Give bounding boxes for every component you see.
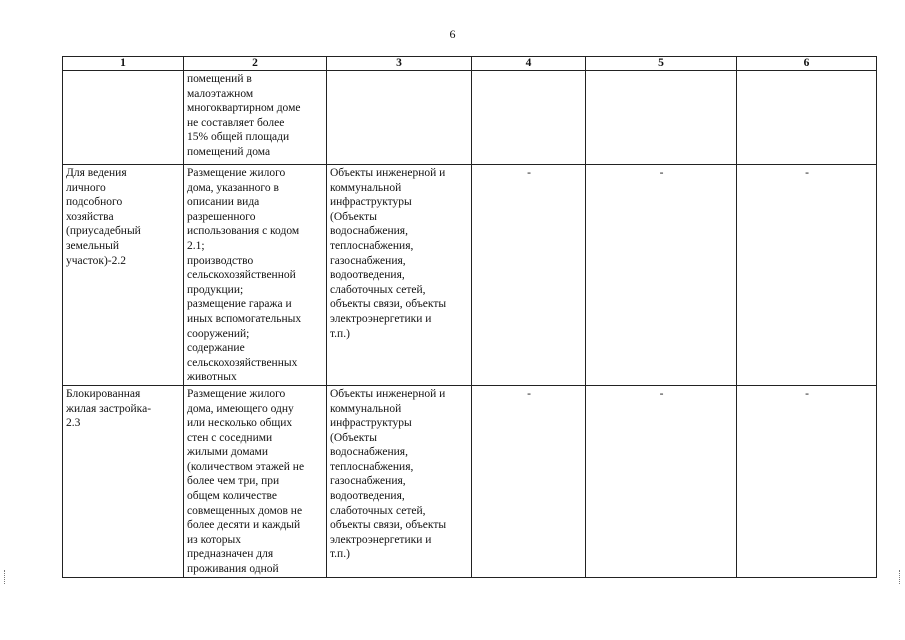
cell-text-line: (Объекты [330,431,377,444]
table-row [63,165,877,386]
header-row [63,57,877,71]
cell-text-line: более десяти и каждый [187,519,301,532]
cell-text-line: Объекты инженерной и [330,167,446,179]
column-5-cell [586,71,737,165]
cell-text-line: Размещение жилого [187,387,286,400]
cell-text-line: коммунальной [330,402,402,415]
cell-text-line: производство [187,254,254,267]
land-use-type-cell [63,71,184,165]
cell-text-line: Объекты инженерной и [330,387,446,400]
column-header-4: 4 [472,57,586,71]
cell-text-line: 2.3 [66,417,81,430]
cell-text-line: жилыми домами [187,446,268,459]
cell-text-line: не составляет более [187,116,285,129]
cell-text-line: объекты связи, объекты [330,519,447,532]
cell-text-line: личного [66,181,106,194]
permitted-use-description-cell [184,385,327,577]
column-header-1: 1 [63,57,184,71]
cell-text-line: т.п.) [330,327,350,340]
cell-text-line: стен с соседними [187,431,273,444]
cell-text-line: описании вида [187,196,260,209]
cell-text-line: предназначен для [187,548,274,561]
cell-text-line: газоснабжения, [330,475,406,488]
cell-text-line: общем количестве [187,490,277,503]
auxiliary-use-cell [327,385,472,577]
cell-text-line: инфраструктуры [330,196,412,209]
land-use-type-cell [63,165,184,386]
cell-text-line: теплоснабжения, [330,460,414,473]
cell-text-line: электроэнергетики и [330,312,432,325]
column-5-cell: - [586,385,737,577]
cell-text-line: из которых [187,533,242,546]
cell-text-line: т.п.) [330,548,350,561]
cell-text-line: более чем три, при [187,475,280,488]
cell-text-line: дома, имеющего одну [187,402,294,415]
cell-text-line: электроэнергетики и [330,533,432,546]
cell-text-line: теплоснабжения, [330,239,414,252]
auxiliary-use-cell [327,165,472,386]
cell-text-line: (Объекты [330,210,377,223]
table-row [63,71,877,165]
cell-text-line: совмещенных домов не [187,504,303,517]
cell-text-line: содержание [187,342,245,355]
cell-text-line: газоснабжения, [330,254,406,267]
cell-text-line: использования с кодом [187,225,300,238]
cell-text-line: животных [187,371,237,384]
cell-text-line: объекты связи, объекты [330,298,447,311]
permitted-use-description-cell [184,165,327,386]
column-6-cell: - [737,165,877,386]
cell-text-line: участок)-2.2 [66,254,126,267]
cell-text-line: иных вспомогательных [187,312,302,325]
cell-text-line: сельскохозяйственной [187,269,296,282]
column-header-6: 6 [737,57,877,71]
cell-text-line: помещений в [187,73,252,85]
cell-text-line: земельный [66,239,120,252]
column-5-cell: - [586,165,737,386]
cell-text-line: размещение гаража и [187,298,292,311]
cell-text-line: жилая застройка- [66,402,152,415]
cell-text-line: инфраструктуры [330,417,412,430]
column-header-2: 2 [184,57,327,71]
cell-text-line: водоотведения, [330,490,405,503]
cell-text-line: Размещение жилого [187,167,286,179]
cell-text-line: водоснабжения, [330,446,408,459]
cell-text-line: коммунальной [330,181,402,194]
column-4-cell: - [472,165,586,386]
cell-text-line: Для ведения [66,167,127,179]
column-4-cell [472,71,586,165]
scan-edge-mark-right [899,570,902,584]
cell-text-line: 15% общей площади [187,131,290,144]
column-6-cell: - [737,385,877,577]
cell-text-line: 2.1; [187,239,205,252]
cell-text-line: водоснабжения, [330,225,408,238]
cell-text-line: сооружений; [187,327,250,340]
column-4-cell: - [472,385,586,577]
cell-text-line: продукции; [187,283,244,296]
column-header-5: 5 [586,57,737,71]
cell-text-line: помещений дома [187,145,271,158]
table-row [63,385,877,577]
land-use-type-cell [63,385,184,577]
cell-text-line: малоэтажном [187,87,254,100]
cell-text-line: разрешенного [187,210,256,223]
cell-text-line: (приусадебный [66,225,141,238]
auxiliary-use-cell [327,71,472,165]
page-number: 6 [449,27,456,41]
cell-text-line: слаботочных сетей, [330,283,426,296]
cell-text-line: водоотведения, [330,269,405,282]
cell-text-line: подсобного [66,196,123,209]
cell-text-line: слаботочных сетей, [330,504,426,517]
cell-text-line: хозяйства [66,210,114,223]
column-header-3: 3 [327,57,472,71]
cell-text-line: или несколько общих [187,417,293,430]
permitted-use-description-cell [184,71,327,165]
scan-edge-mark-left [4,570,7,584]
column-6-cell [737,71,877,165]
cell-text-line: проживания одной [187,563,279,576]
cell-text-line: Блокированная [66,387,141,400]
cell-text-line: многоквартирном доме [187,102,301,115]
cell-text-line: (количеством этажей не [187,460,305,473]
land-use-table [62,56,877,578]
cell-text-line: дома, указанного в [187,181,279,194]
cell-text-line: сельскохозяйственных [187,356,298,369]
